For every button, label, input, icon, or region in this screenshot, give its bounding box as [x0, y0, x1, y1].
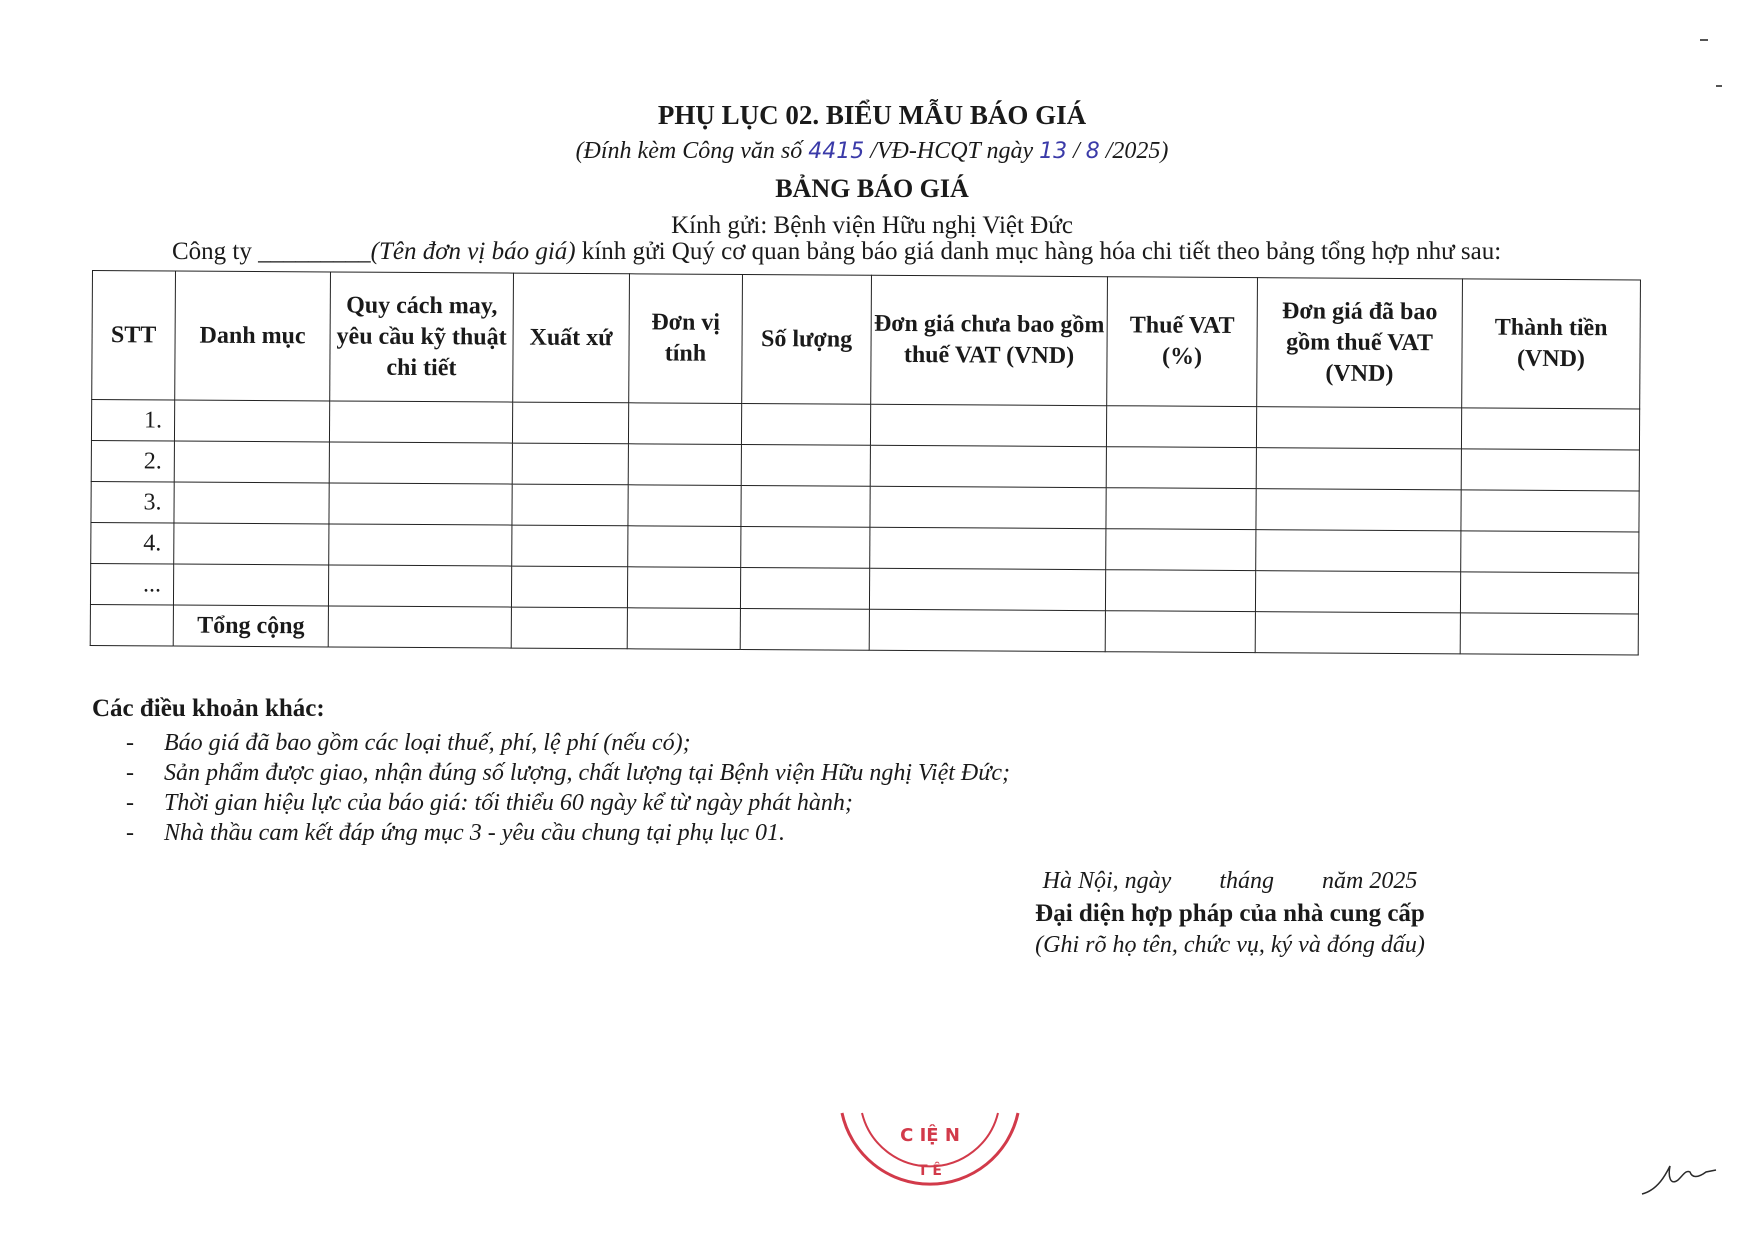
- table-cell[interactable]: [328, 565, 511, 607]
- total-label: Tổng cộng: [173, 605, 328, 647]
- subtitle-suffix: /2025): [1099, 138, 1169, 164]
- table-cell[interactable]: [1105, 611, 1255, 653]
- terms-title: Các điều khoản khác:: [92, 695, 325, 722]
- table-cell[interactable]: [173, 564, 328, 606]
- table-cell[interactable]: [628, 444, 741, 486]
- table-cell[interactable]: [329, 524, 512, 566]
- col-header-thanh-tien: Thành tiền (VND): [1462, 279, 1641, 409]
- table-heading: BẢNG BÁO GIÁ: [775, 174, 969, 203]
- red-stamp-icon: [830, 1105, 1030, 1205]
- intro-italic: (Tên đơn vị báo giá): [370, 238, 576, 265]
- table-cell: [90, 604, 173, 646]
- stamp-letters-lower: T Ê: [918, 1163, 942, 1179]
- signature-note: (Ghi rõ họ tên, chức vụ, ký và đóng dấu): [1035, 932, 1425, 958]
- bullet-dash: -: [126, 730, 134, 756]
- row-number: 1.: [91, 400, 174, 442]
- table-cell[interactable]: [329, 401, 512, 443]
- intro-line: [172, 238, 1501, 266]
- quote-table: [90, 270, 1641, 655]
- table-cell[interactable]: [174, 523, 329, 565]
- bullet-dash: -: [126, 820, 134, 846]
- table-cell[interactable]: [869, 568, 1105, 610]
- col-header-don-gia-da-vat: Đơn giá đã bao gồm thuế VAT (VND): [1257, 278, 1463, 408]
- table-cell[interactable]: [329, 483, 512, 525]
- table-cell[interactable]: [1461, 408, 1639, 450]
- table-cell[interactable]: [1461, 531, 1639, 573]
- table-cell[interactable]: [174, 400, 329, 442]
- table-cell[interactable]: [1105, 570, 1255, 612]
- col-header-stt: STT: [92, 271, 176, 401]
- col-header-thue-vat: Thuế VAT (%): [1107, 277, 1258, 407]
- table-cell[interactable]: [741, 526, 870, 568]
- col-header-xuat-xu: Xuất xứ: [513, 273, 630, 403]
- stamp-letters: C IỆ N: [900, 1125, 960, 1146]
- table-cell[interactable]: [1461, 449, 1639, 491]
- table-cell[interactable]: [741, 485, 870, 527]
- signature-title: Đại diện hợp pháp của nhà cung cấp: [1035, 900, 1425, 927]
- table-cell[interactable]: [512, 443, 628, 485]
- table-cell[interactable]: [329, 442, 512, 484]
- row-number: 2.: [91, 440, 174, 482]
- table-cell[interactable]: [870, 486, 1106, 528]
- term-text: Báo giá đã bao gồm các loại thuế, phí, lệ phí (nếu có);: [164, 730, 691, 756]
- table-cell[interactable]: [870, 404, 1106, 446]
- table-cell[interactable]: [627, 608, 740, 650]
- table-header-row: [92, 271, 1641, 409]
- table-cell[interactable]: [174, 482, 329, 524]
- page-title: PHỤ LỤC 02. BIỂU MẪU BÁO GIÁ: [657, 100, 1087, 130]
- table-cell[interactable]: [1256, 448, 1461, 490]
- date-separator: /: [1067, 138, 1086, 164]
- table-cell[interactable]: [869, 609, 1105, 651]
- table-cell[interactable]: [1256, 530, 1461, 572]
- term-text: Nhà thầu cam kết đáp ứng mục 3 - yêu cầu chung tại phụ lục 01.: [164, 820, 785, 846]
- bullet-dash: -: [126, 760, 134, 786]
- col-header-quy-cach: Quy cách may, yêu cầu kỹ thuật chi tiết: [330, 272, 514, 402]
- total-row: [90, 604, 1638, 654]
- table-cell[interactable]: [1106, 488, 1256, 530]
- table-cell[interactable]: [628, 485, 741, 527]
- list-item: [126, 758, 1010, 788]
- terms-list: [126, 728, 1010, 848]
- table-cell[interactable]: [328, 606, 511, 648]
- handwritten-initial-icon: [1640, 1160, 1720, 1200]
- col-header-so-luong: Số lượng: [742, 274, 872, 404]
- col-header-don-gia-chua-vat: Đơn giá chưa bao gồm thuế VAT (VND): [871, 275, 1108, 405]
- table-cell[interactable]: [511, 607, 627, 649]
- page-subtitle: [0, 138, 1744, 165]
- col-header-don-vi-tinh: Đơn vị tính: [629, 274, 743, 404]
- table-cell[interactable]: [628, 403, 741, 445]
- col-header-danh-muc: Danh mục: [175, 271, 331, 401]
- bullet-dash: -: [126, 790, 134, 816]
- row-number: 4.: [91, 522, 174, 564]
- table-cell[interactable]: [1460, 613, 1638, 655]
- subtitle-mid: /VĐ-HCQT ngày: [864, 138, 1040, 164]
- table-cell[interactable]: [512, 402, 628, 444]
- table-cell[interactable]: [174, 441, 329, 483]
- intro-prefix: Công ty _________: [172, 238, 371, 265]
- table-cell[interactable]: [512, 484, 628, 526]
- row-number: ...: [90, 563, 173, 605]
- list-item: [126, 728, 1010, 758]
- table-cell[interactable]: [1106, 406, 1256, 448]
- table-cell[interactable]: [628, 526, 741, 568]
- table-cell[interactable]: [740, 567, 869, 609]
- table-cell[interactable]: [1106, 447, 1256, 489]
- table-cell[interactable]: [1256, 489, 1461, 531]
- table-cell[interactable]: [1255, 571, 1460, 613]
- row-number: 3.: [91, 481, 174, 523]
- signature-date-line: Hà Nội, ngày tháng năm 2025: [1042, 868, 1418, 894]
- list-item: [126, 818, 1010, 848]
- recipient-line: Kính gửi: Bệnh viện Hữu nghị Việt Đức: [671, 212, 1073, 239]
- table-cell[interactable]: [1256, 407, 1461, 449]
- table-cell[interactable]: [1461, 490, 1639, 532]
- table-cell[interactable]: [870, 445, 1106, 487]
- doc-number-handwritten: 4415: [808, 139, 865, 164]
- table-cell[interactable]: [512, 525, 628, 567]
- table-cell[interactable]: [1460, 572, 1638, 614]
- list-item: [126, 788, 1010, 818]
- table-cell[interactable]: [1255, 612, 1460, 654]
- table-cell[interactable]: [870, 527, 1106, 569]
- scan-margin-marks-icon: [1690, 30, 1730, 100]
- table-cell[interactable]: [511, 566, 627, 608]
- table-cell[interactable]: [1106, 529, 1256, 571]
- table-cell[interactable]: [741, 403, 870, 445]
- intro-suffix: kính gửi Quý cơ quan bảng báo giá danh mục hàng hóa chi tiết theo bảng tổng hợp như sau:: [575, 238, 1502, 265]
- term-text: Thời gian hiệu lực của báo giá: tối thiểu 60 ngày kể từ ngày phát hành;: [164, 790, 853, 816]
- subtitle-prefix: (Đính kèm Công văn số: [575, 138, 809, 164]
- table-cell[interactable]: [740, 608, 869, 650]
- table-cell[interactable]: [627, 567, 740, 609]
- date-day-handwritten: 13: [1039, 139, 1068, 164]
- term-text: Sản phẩm được giao, nhận đúng số lượng, chất lượng tại Bệnh viện Hữu nghị Việt Đức;: [164, 760, 1010, 786]
- date-month-handwritten: 8: [1085, 139, 1100, 164]
- table-cell[interactable]: [741, 444, 870, 486]
